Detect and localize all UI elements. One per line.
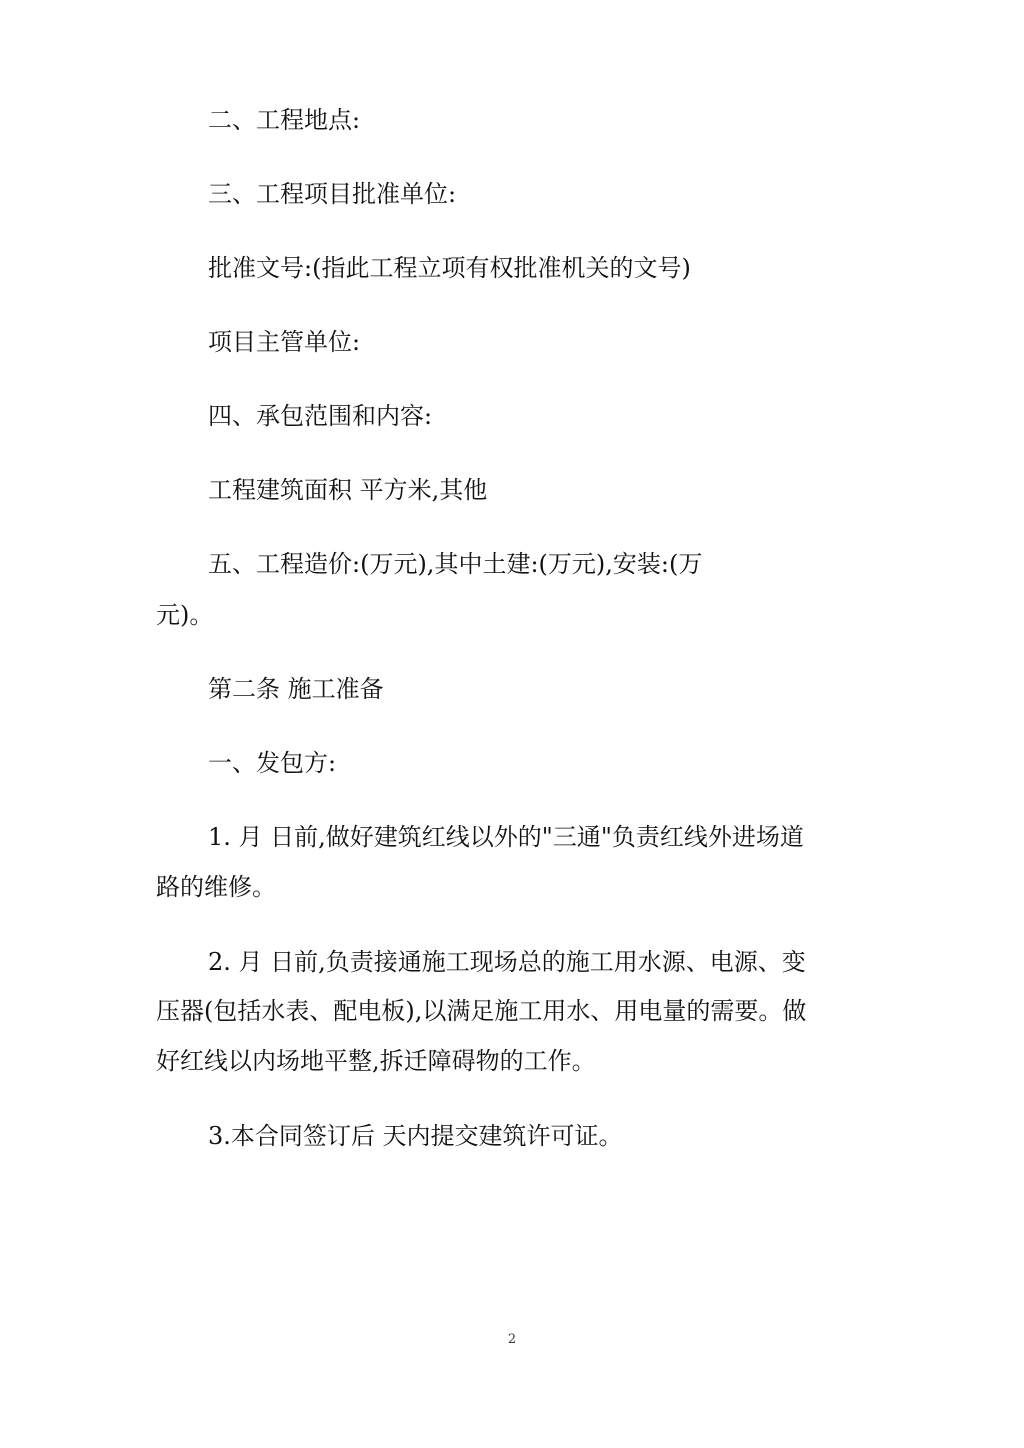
paragraph-employer-heading: 一、发包方: <box>208 749 337 777</box>
list-item-1-continued: 路的维修。 <box>156 873 276 901</box>
list-item-2-continued-2: 好红线以内场地平整,拆迁障碍物的工作。 <box>156 1047 596 1075</box>
paragraph-approval-unit: 三、工程项目批准单位: <box>208 180 457 208</box>
paragraph-project-location: 二、工程地点: <box>208 106 361 134</box>
list-item-2-continued-1: 压器(包括水表、配电板),以满足施工用水、用电量的需要。做 <box>156 997 807 1025</box>
article-two-heading: 第二条 施工准备 <box>208 675 384 703</box>
page-number: 2 <box>507 1332 517 1347</box>
paragraph-building-area: 工程建筑面积 平方米,其他 <box>208 476 488 504</box>
paragraph-project-cost-continued: 元)。 <box>156 601 214 629</box>
list-item-3: 3.本合同签订后 天内提交建筑许可证。 <box>208 1122 623 1150</box>
paragraph-supervising-unit: 项目主管单位: <box>208 328 361 356</box>
list-item-1: 1. 月 日前,做好建筑红线以外的"三通"负责红线外进场道 <box>208 823 804 851</box>
list-item-2: 2. 月 日前,负责接通施工现场总的施工用水源、电源、变 <box>208 948 806 976</box>
paragraph-scope-heading: 四、承包范围和内容: <box>208 402 433 430</box>
paragraph-approval-number: 批准文号:(指此工程立项有权批准机关的文号) <box>208 254 691 282</box>
paragraph-project-cost: 五、工程造价:(万元),其中土建:(万元),安装:(万 <box>208 550 703 578</box>
